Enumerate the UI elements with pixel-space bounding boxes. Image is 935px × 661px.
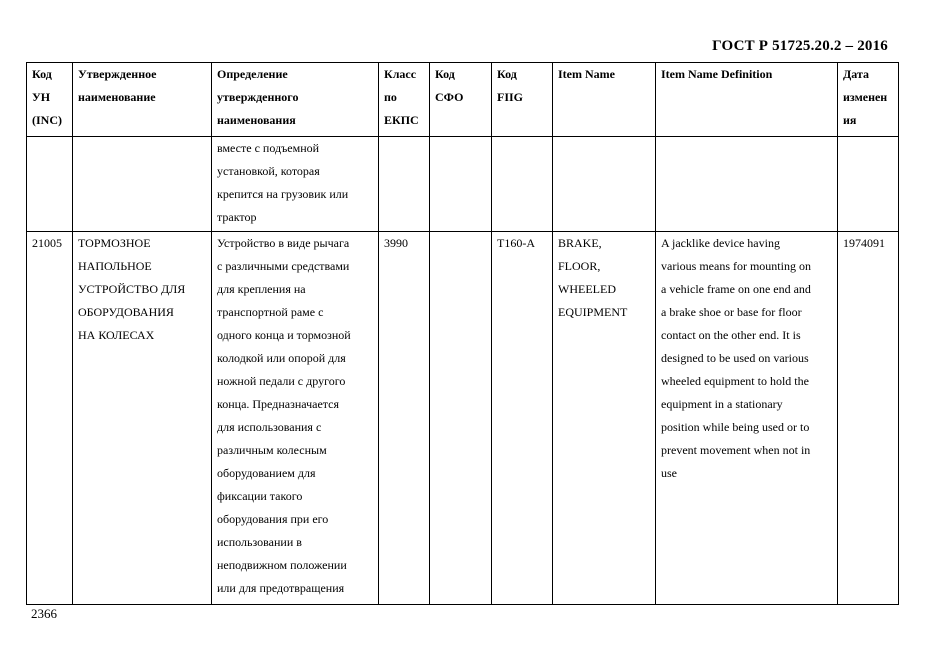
cell-sfo-code bbox=[430, 232, 492, 605]
column-header-inc: Код УН (INC) bbox=[27, 63, 73, 137]
column-header-fiig-code: Код FIIG bbox=[492, 63, 553, 137]
column-header-sfo-code: Код СФО bbox=[430, 63, 492, 137]
cell-definition: вместе с подъемной установкой, которая крепится на грузовик или трактор bbox=[212, 137, 379, 232]
cell-item-name: BRAKE, FLOOR, WHEELED EQUIPMENT bbox=[553, 232, 656, 605]
cell-approved-name: ТОРМОЗНОЕ НАПОЛЬНОЕ УСТРОЙСТВО ДЛЯ ОБОРУДОВАНИЯ НА КОЛЕСАХ bbox=[73, 232, 212, 605]
cell-inc bbox=[27, 137, 73, 232]
cell-ekps-class: 3990 bbox=[379, 232, 430, 605]
cell-item-name bbox=[553, 137, 656, 232]
cell-sfo-code bbox=[430, 137, 492, 232]
cell-fiig-code bbox=[492, 137, 553, 232]
cell-definition: Устройство в виде рычага с различными средствами для крепления на транспортной раме с одного конца и тормозной колодкой или опорой для ножной педали с другого конца. Предназначается для использования с различным колесным оборудованием для фиксации такого оборудования при его использовании в неподвижном положении или для предотвращения bbox=[212, 232, 379, 605]
column-header-ekps-class: Класс по ЕКПС bbox=[379, 63, 430, 137]
nomenclature-table bbox=[26, 62, 899, 605]
column-header-change-date: Дата изменен ия bbox=[838, 63, 899, 137]
cell-change-date bbox=[838, 137, 899, 232]
table-row-21005 bbox=[27, 232, 899, 605]
column-header-item-name: Item Name bbox=[553, 63, 656, 137]
cell-approved-name bbox=[73, 137, 212, 232]
cell-ekps-class bbox=[379, 137, 430, 232]
cell-item-name-definition: A jacklike device having various means for mounting on a vehicle frame on one end and a brake shoe or base for floor contact on the other end. It is designed to be used on various wheeled equipment to hold the equipment in a stationary position while being used or to prevent movement when not in use bbox=[656, 232, 838, 605]
cell-item-name-definition bbox=[656, 137, 838, 232]
column-header-item-name-definition: Item Name Definition bbox=[656, 63, 838, 137]
page-number: 2366 bbox=[31, 606, 57, 621]
column-header-approved-name: Утвержденное наименование bbox=[73, 63, 212, 137]
cell-change-date: 1974091 bbox=[838, 232, 899, 605]
column-header-definition: Определение утвержденного наименования bbox=[212, 63, 379, 137]
cell-inc: 21005 bbox=[27, 232, 73, 605]
table-header-row bbox=[27, 63, 899, 137]
cell-fiig-code: T160-A bbox=[492, 232, 553, 605]
document-title: ГОСТ Р 51725.20.2 – 2016 bbox=[712, 38, 888, 54]
table-row-continuation bbox=[27, 137, 899, 232]
